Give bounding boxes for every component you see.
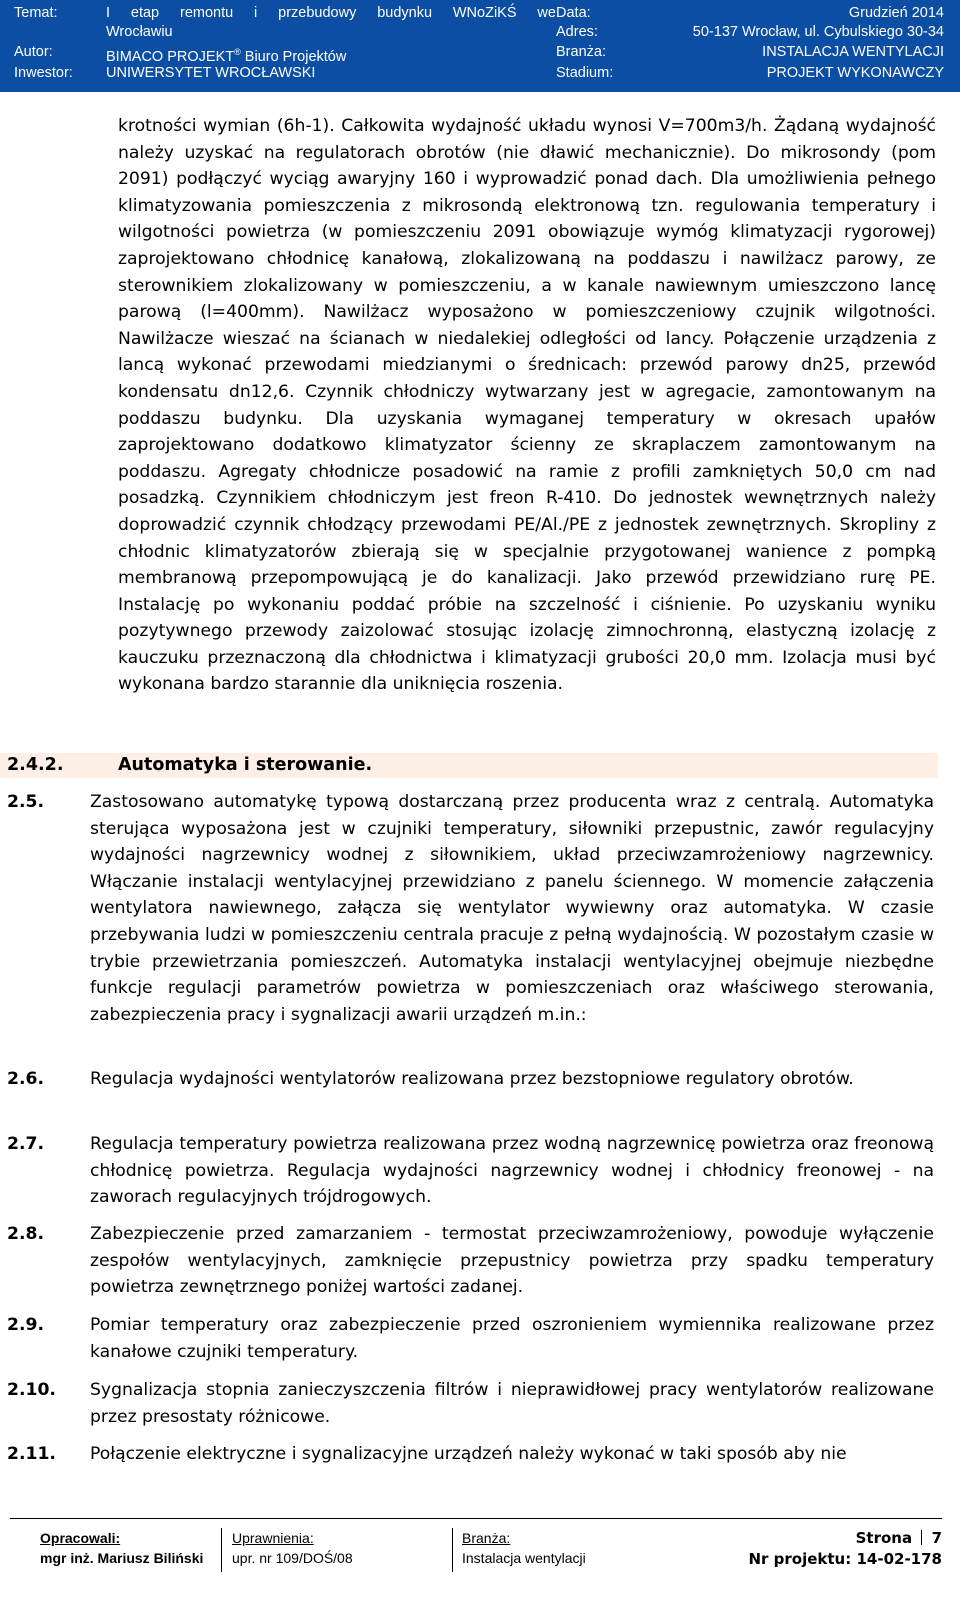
section-text: Sygnalizacja stopnia zanieczyszczenia filtrów i nieprawidłowej pracy wentylatorów realizowane przez presostaty różnicowe. bbox=[90, 1380, 934, 1427]
branch-value: Instalacja wentylacji bbox=[462, 1550, 586, 1566]
section-number: 2.6. bbox=[7, 1069, 44, 1089]
branch-label: Branża: bbox=[462, 1530, 511, 1546]
page-indicator bbox=[748, 1528, 942, 1549]
footer-authors bbox=[40, 1528, 203, 1568]
topic-word: WNoZiKŚ bbox=[452, 5, 517, 21]
author-label: Autor: bbox=[14, 44, 53, 60]
page-number: 7 bbox=[931, 1529, 942, 1547]
address-value: 50-137 Wrocław, ul. Cybulskiego 30-34 bbox=[692, 24, 944, 40]
footer-page-info bbox=[748, 1528, 942, 1570]
topic-word: i bbox=[254, 5, 258, 21]
stage-value: PROJEKT WYKONAWCZY bbox=[766, 65, 944, 81]
section-heading bbox=[0, 753, 938, 778]
project-label: Nr projektu: bbox=[748, 1550, 852, 1568]
project-indicator bbox=[748, 1549, 942, 1570]
section-number: 2.7. bbox=[7, 1134, 44, 1154]
topic-word: budynku bbox=[377, 5, 433, 21]
section-heading-number: 2.4.2. bbox=[7, 755, 64, 775]
branch-value: INSTALACJA WENTYLACJI bbox=[762, 44, 944, 60]
section-text: Regulacja temperatury powietrza realizowana przez wodną nagrzewnicę powietrza oraz freonową chłodnicę powietrza. Regulacja wydajności nagrzewnicy wodnej i chłodnicy freonowej - na zaworach regulacyjnych trójdrogowych. bbox=[90, 1134, 934, 1208]
topic-value-line2: Wrocławiu bbox=[106, 24, 173, 40]
section-number: 2.8. bbox=[7, 1224, 44, 1244]
topic-value bbox=[106, 4, 556, 23]
intro-paragraph: krotności wymian (6h-1). Całkowita wydajność układu wynosi V=700m3/h. Żądaną wydajność należy uzyskać na regulatorach obrotów (nie dławić mechanicznie). Do mikrosondy (pom 2091) podłączyć wyciąg awaryjny 160 i wyprowadzić ponad dach. Dla umożliwienia pełnego klimatyzowania pomieszczenia z mikrosondą elektronową tzn. regulowania temperatury i wilgotności powietrza (w pomieszczeniu 2091 obowiązuje wymóg klimatyzacji rygorowej) zaprojektowano chłodnicę kanałową, zlokalizowaną na poddaszu i nawilżacz parowy, ze sterownikiem zlokalizowany w pomieszczeniu, a w kanale nawiewnym umieszczono lancę parową (l=400mm). Nawilżacz wyposażono w pomieszczeniowy czujnik wilgotności. Nawilżacze wieszać na ścianach w niedalekiej odległości od lancy. Połączenie urządzenia z lancą wykonać przewodami miedzianymi o średnicach: przewód parowy dn25, przewód kondensatu dn12,6. Czynnik chłodniczy wytwarzany jest w agregacie, zamontowanym na poddaszu budynku. Dla uzyskania wymaganej temperatury w okresach upałów zaprojektowano dodatkowo klimatyzator ścienny ze skraplaczem zamontowanym na poddaszu. Agregaty chłodnicze posadowić na ramie z profili zamkniętych 50,0 cm nad posadzką. Czynnikiem chłodniczym jest freon R-410. Do jednostek wewnętrznych należy doprowadzić czynnik chłodzący przewodami PE/Al./PE z jednostek zewnętrznych. Skropliny z chłodnic klimatyzatorów zbierają się w specjalnie przygotowanej wanience z pompką membranową przepompowującą je do kanalizacji. Jako przewód przewidziano rurę PE. Instalację po wykonaniu poddać próbie na szczelność i ciśnienie. Po uzyskaniu wyniku pozytywnego przewody zaizolować stosując izolację zimnochronną, elastyczną izolację z kauczuku przeznaczoną dla chłodnictwa i klimatyzacji grubości 20,0 mm. Izolacja musi być wykonana bardzo starannie dla uniknięcia roszenia. bbox=[118, 116, 936, 695]
section-text: Pomiar temperatury oraz zabezpieczenie przed oszronieniem wymiennika realizowane przez kanałowe czujniki temperatury. bbox=[90, 1315, 934, 1362]
section-text: Regulacja wydajności wentylatorów realizowana przez bezstopniowe regulatory obrotów. bbox=[90, 1069, 854, 1089]
section-text: Zabezpieczenie przed zamarzaniem - termostat przeciwzamrożeniowy, powoduje wyłączenie zespołów wentylacyjnych, zamknięcie przepustnicy powietrza przy spadku temperatury powietrza zewnętrznego poniżej wartości zadanej. bbox=[90, 1224, 934, 1298]
address-label: Adres: bbox=[556, 24, 598, 40]
author-name-rest: Biuro Projektów bbox=[240, 48, 347, 65]
investor-label: Inwestor: bbox=[14, 65, 73, 81]
footer-branch bbox=[462, 1528, 586, 1568]
footer-license bbox=[232, 1528, 353, 1568]
registered-mark: ® bbox=[234, 47, 241, 57]
footer-divider bbox=[452, 1528, 453, 1572]
topic-word: przebudowy bbox=[278, 5, 357, 21]
footer-divider bbox=[221, 1528, 222, 1572]
topic-word: remontu bbox=[179, 5, 234, 21]
section-number: 2.10. bbox=[7, 1380, 56, 1400]
topic-word: etap bbox=[130, 5, 160, 21]
page-divider bbox=[921, 1530, 922, 1545]
topic-label: Temat: bbox=[14, 5, 58, 21]
document-footer bbox=[0, 1512, 960, 1603]
branch-label: Branża: bbox=[556, 44, 606, 60]
section-heading-title: Automatyka i sterowanie. bbox=[118, 755, 373, 775]
page-label: Strona bbox=[855, 1529, 913, 1547]
section-number: 2.9. bbox=[7, 1315, 44, 1335]
author-name: BIMACO PROJEKT bbox=[106, 48, 235, 65]
authors-value: mgr inż. Mariusz Biliński bbox=[40, 1550, 204, 1566]
section-text: Zastosowano automatykę typową dostarczaną przez producenta wraz z centralą. Automatyka sterująca wyposażona jest w czujniki temperatury, siłowniki przepustnic, zawór regulacyjny wydajności nagrzewnicy wodnej z siłownikiem, układ przeciwzamrożeniowy nagrzewnicy. Włączanie instalacji wentylacyjnej przewidziano z panelu ściennego. W momencie załączenia wentylatora nawiewnego, załącza się wentylator wywiewny oraz automatyka. W czasie przebywania ludzi w pomieszczeniu centrala pracuje z pełną wydajnością. W pozostałym czasie w trybie przewietrzania pomieszczeń. Automatyka instalacji wentylacyjnej obejmuje niezbędne funkcje regulacji parametrów powietrza w pomieszczeniach oraz właściwego sterowania, zabezpieczenia pracy i sygnalizacji awarii urządzeń m.in.: bbox=[90, 792, 934, 1025]
stage-label: Stadium: bbox=[556, 65, 614, 81]
topic-word: I bbox=[106, 5, 111, 21]
section-number: 2.11. bbox=[7, 1444, 56, 1464]
footer-rule bbox=[10, 1518, 942, 1519]
license-label: Uprawnienia: bbox=[232, 1530, 314, 1546]
authors-label: Opracowali: bbox=[40, 1530, 121, 1546]
section-number: 2.5. bbox=[7, 792, 44, 812]
date-value: Grudzień 2014 bbox=[848, 5, 944, 21]
section-text: Połączenie elektryczne i sygnalizacyjne urządzeń należy wykonać w taki sposób aby nie bbox=[90, 1444, 847, 1464]
project-number: 14-02-178 bbox=[856, 1550, 942, 1568]
date-label: Data: bbox=[556, 5, 591, 21]
license-value: upr. nr 109/DOŚ/08 bbox=[232, 1550, 353, 1566]
document-header bbox=[0, 0, 960, 92]
topic-word: we bbox=[537, 5, 556, 21]
investor-value: UNIWERSYTET WROCŁAWSKI bbox=[106, 65, 316, 81]
